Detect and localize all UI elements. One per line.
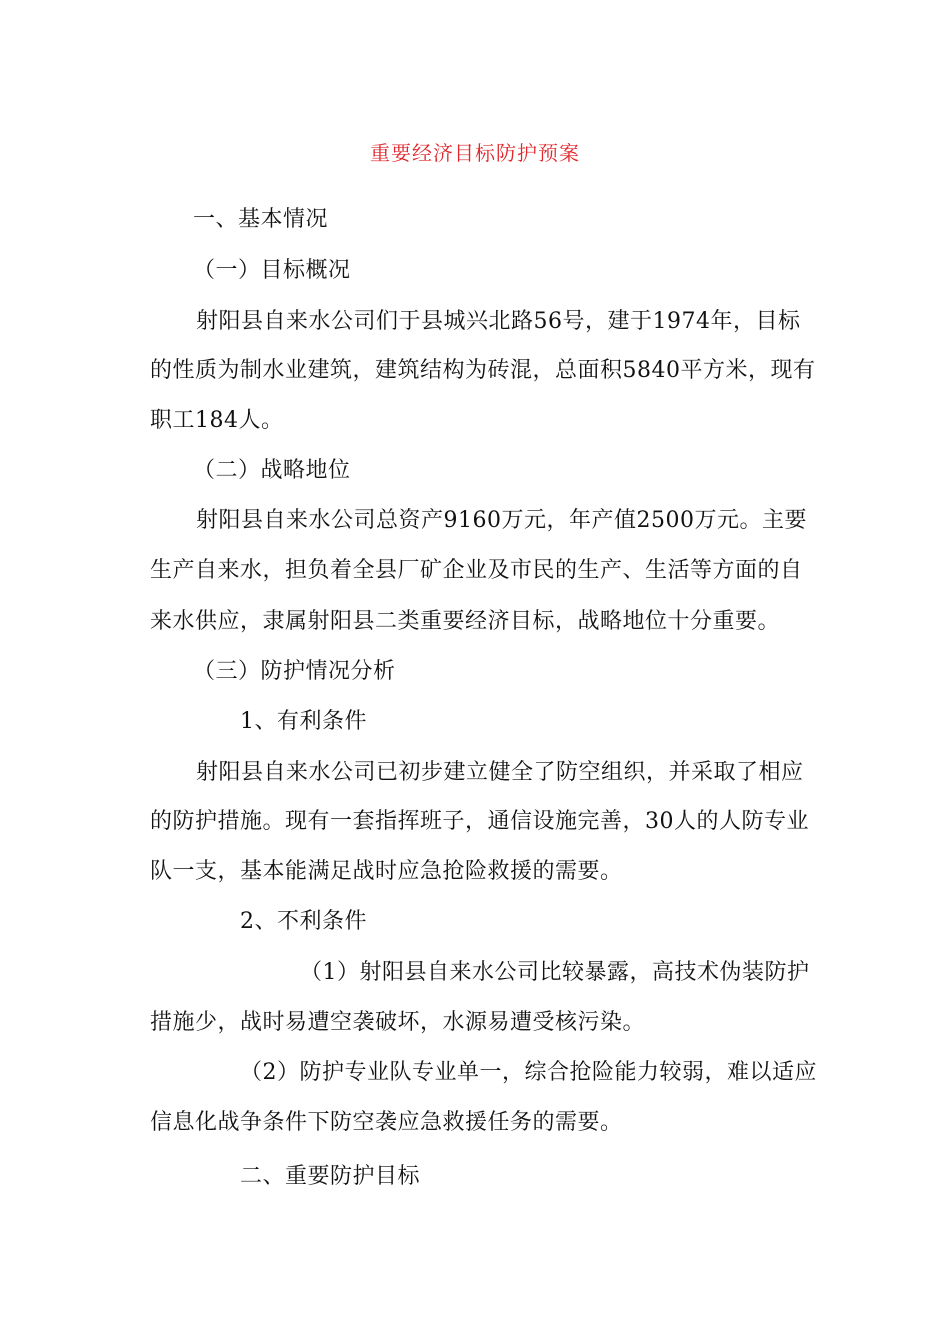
paragraph-line: 射阳县自来水公司已初步建立健全了防空组织，并采取了相应 [196, 760, 804, 785]
paragraph-line: 射阳县自来水公司们于县城兴北路56号，建于1974年，目标 [196, 309, 801, 334]
paragraph-line: 的性质为制水业建筑，建筑结构为砖混，总面积5840平方米，现有 [150, 358, 816, 383]
subheading-favorable-conditions: 1、有利条件 [240, 709, 367, 734]
heading-key-protection-targets: 二、重要防护目标 [240, 1164, 421, 1189]
paragraph-line: 生产自来水，担负着全县厂矿企业及市民的生产、生活等方面的自 [150, 558, 803, 583]
subheading-target-overview: （一）目标概况 [193, 258, 351, 283]
paragraph-line: 信息化战争条件下防空袭应急救援任务的需要。 [150, 1110, 623, 1135]
paragraph-line: 队一支，基本能满足战时应急抢险救援的需要。 [150, 859, 623, 884]
paragraph-line: 来水供应，隶属射阳县二类重要经济目标，战略地位十分重要。 [150, 609, 781, 634]
heading-basic-situation: 一、基本情况 [193, 207, 329, 232]
paragraph-line: （2）防护专业队专业单一，综合抢险能力较弱，难以适应 [240, 1060, 817, 1085]
document-title: 重要经济目标防护预案 [370, 141, 580, 165]
paragraph-line: （1）射阳县自来水公司比较暴露，高技术伪装防护 [300, 960, 810, 985]
paragraph-line: 的防护措施。现有一套指挥班子，通信设施完善，30人的人防专业 [150, 809, 809, 834]
paragraph-line: 射阳县自来水公司总资产9160万元，年产值2500万元。主要 [196, 508, 807, 533]
subheading-unfavorable-conditions: 2、不利条件 [240, 909, 367, 934]
subheading-strategic-position: （二）战略地位 [193, 458, 351, 483]
paragraph-line: 职工184人。 [150, 408, 284, 433]
paragraph-line: 措施少，战时易遭空袭破坏，水源易遭受核污染。 [150, 1010, 646, 1035]
subheading-protection-analysis: （三）防护情况分析 [193, 659, 396, 684]
